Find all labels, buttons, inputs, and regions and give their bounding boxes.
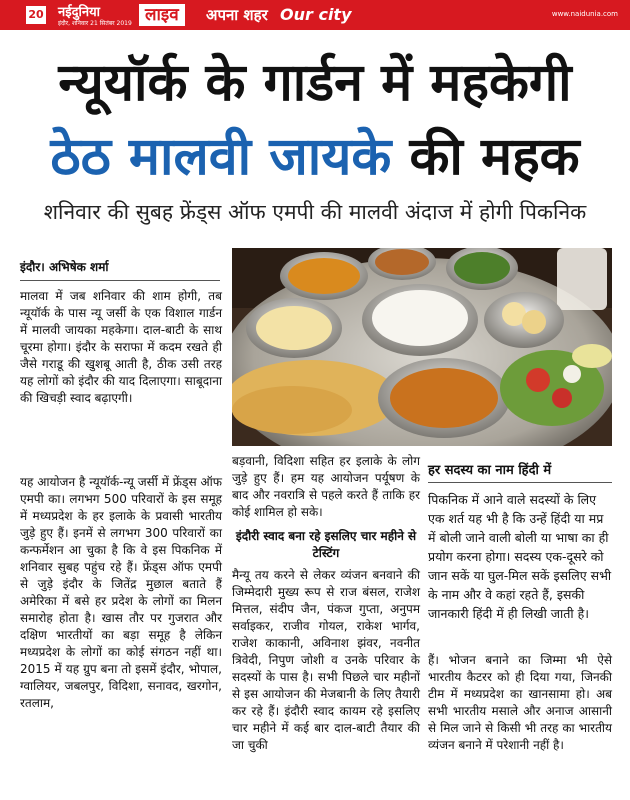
article-column-2-intro [232,453,420,523]
headline-line-2 [0,124,630,190]
headline-highlight: ठेठ मालवी जायके [50,127,392,187]
byline: इंदौर। अभिषेक शर्मा [20,260,109,274]
thali-illustration [232,248,612,446]
article-column-1-body [20,474,222,714]
article-column-3-body [428,652,612,756]
site-url: www.naidunia.com [551,10,618,18]
headline-tail: की महक [409,127,580,187]
column-3-subheading: हर सदस्य का नाम हिंदी में [428,463,552,478]
section-city-english: Our city [280,5,352,24]
paragraph: पिकनिक में आने वाले सदस्यों के लिए एक शर्त यह भी है कि उन्हें हिंदी या मप्र में बोली जाने वाली बोली या भाषा का ही प्रयोग करना होगा। सदस्य एक-दूसरे को जान सकें या घुल-मिल सकें इसलिए सभी के नाम और वे कहां रहते हैं, इसकी जानकारी हिंदी में ही लिखी जाती है। [428,492,612,621]
byline-divider [20,280,220,281]
paragraph: मैन्यू तय करने से लेकर व्यंजन बनवाने की जिम्मेदारी मुख्य रूप से राज बंसल, राजेश मित्तल, संदीप जैन, पंकज गुप्ता, अनुपम सर्वाइकर, राजीव गोयल, राकेश भार्गव, राजेश काकानी, अविनाश झंवर, नवनीत त्रिवेदी, निपुण जोशी व उनके परिवार के सदस्यों के पास है। सभी पिछले चार महीनों से इस आयोजन की मेजबानी के लिए तैयारी कर रहे हैं। इंदौरी स्वाद कायम रहे इसलिए चार महीने में कई बार दाल-बाटी तैयार की जा चुकी [232,568,420,752]
page-number: 20 [26,6,46,24]
section-tag: लाइव [139,4,185,26]
sub-headline: शनिवार की सुबह फ्रेंड्स ऑफ एमपी की मालवी अंदाज में होगी पिकनिक [43,200,587,224]
headline-line-1: न्यूयॉर्क के गार्डन में महकेगी [58,53,572,113]
paragraph: मालवा में जब शनिवार की शाम होगी, तब न्यूयॉर्क के पास न्यू जर्सी के एक विशाल गार्डन में मालवी जायका महकेगा। दाल-बाटी के साथ चूरमा होगा। इंदौर के सराफा में कदम रखते ही जैसे गराडू की खुशबू आती है, ठीक उसी तरह यह लोगों को इंदौर की याद दिलाएगा। साबूदाना की खिचड़ी स्वाद बढ़ाएगी। [20,289,222,405]
paragraph: बड़वानी, विदिशा सहित हर इलाके के लोग जुड़े हुए हैं। हम यह आयोजन पर्यूषण के बाद और नवरात्रि से पहले करते हैं ताकि हर कोई शामिल हो सके। [232,454,420,519]
brand-dateline: इंदौर, शनिवार 21 सितंबर 2019 [58,20,132,27]
section-city-hindi: अपना शहर [206,6,268,24]
article-column-2-body [232,567,420,756]
article-column-1-intro [20,288,222,409]
paragraph: हैं। भोजन बनाने का जिम्मा भी ऐसे भारतीय कैटरर को ही दिया गया, जिनकी टीम में मध्यप्रदेश का खानसामा हो। अब सभी भारतीय मसाले और अनाज आसानी से मिल जाने से किसी भी तरह का भारतीय व्यंजन बनाने में परेशानी नहीं है। [428,653,612,752]
paragraph: यह आयोजन है न्यूयॉर्क-न्यू जर्सी में फ्रेंड्स ऑफ एमपी का। लगभग 500 परिवारों के इस समूह में मध्यप्रदेश के हर इलाके के प्रवासी भारतीय जुड़े हुए हैं। इनमें से लगभग 300 परिवारों का कन्फर्मेशन आ चुका है कि वे इस पिकनिक में शनिवार सुबह पहुंच रहे हैं। फ्रेंड्स ऑफ एमपी से जुड़े इंदौर के जितेंद्र मुछाल बताते हैं अमेरिका में बसे हर प्रदेश के लोगों का मिलन समारोह होता है। खास तौर पर गुजरात और दक्षिण भारतीयों का बड़ा समूह है लेकिन मध्यप्रदेश के लोगों का कोई संगठन नहीं था। 2015 में यह ग्रुप बना तो इसमें इंदौर, भोपाल, ग्वालियर, जबलपुर, विदिशा, सनावद, खरगोन, रतलाम, [20,475,222,710]
article-column-3-intro [428,490,612,625]
brand-logo: नईदुनिया [58,5,100,20]
food-thali-photo [232,248,612,446]
column-3-divider [428,482,612,483]
page-header [0,0,630,30]
column-2-subheading: इंदौरी स्वाद बना रहे इसलिए चार महीने से टेस्टिंग [235,529,417,560]
